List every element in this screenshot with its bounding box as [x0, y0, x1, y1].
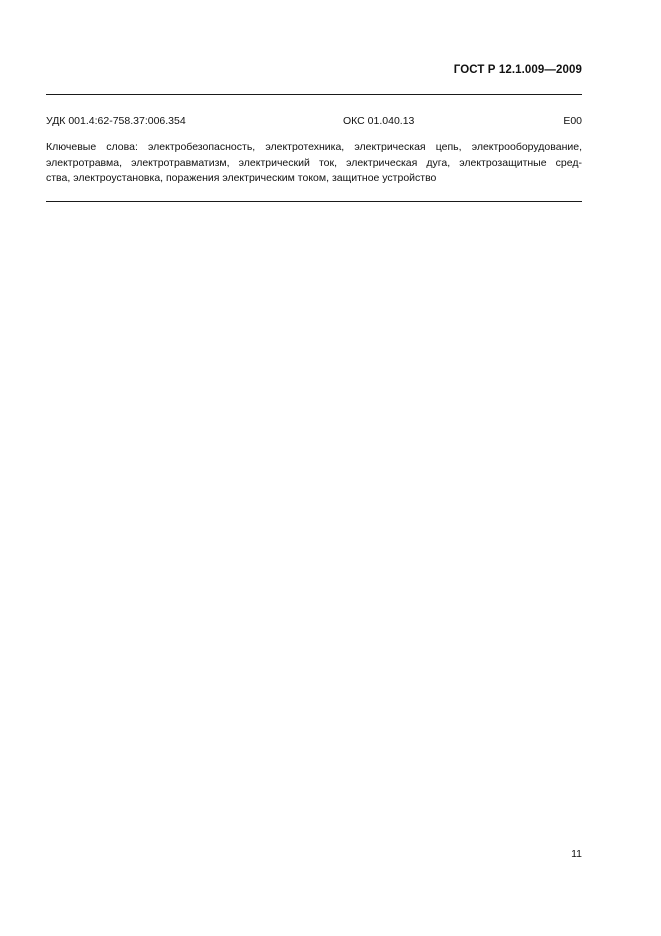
page-number: 11 [571, 848, 582, 860]
classification-row [46, 115, 582, 129]
keywords-line: электротравма, электротравматизм, электрический ток, электрическая дуга, электрозащитные сред- [46, 156, 582, 169]
oks-code: ОКС 01.040.13 [343, 115, 415, 127]
udk-code: УДК 001.4:62-758.37:006.354 [46, 115, 186, 127]
category-code: Е00 [563, 115, 582, 127]
keywords-line: ства, электроустановка, поражения электрическим током, защитное устройство [46, 172, 437, 184]
keywords-line: Ключевые слова: электробезопасность, электротехника, электрическая цепь, электрооборудование, [46, 141, 582, 153]
keywords-block [46, 140, 582, 187]
document-standard-id: ГОСТ Р 12.1.009—2009 [453, 64, 582, 76]
header-divider [46, 94, 582, 95]
keywords-divider [46, 201, 582, 202]
